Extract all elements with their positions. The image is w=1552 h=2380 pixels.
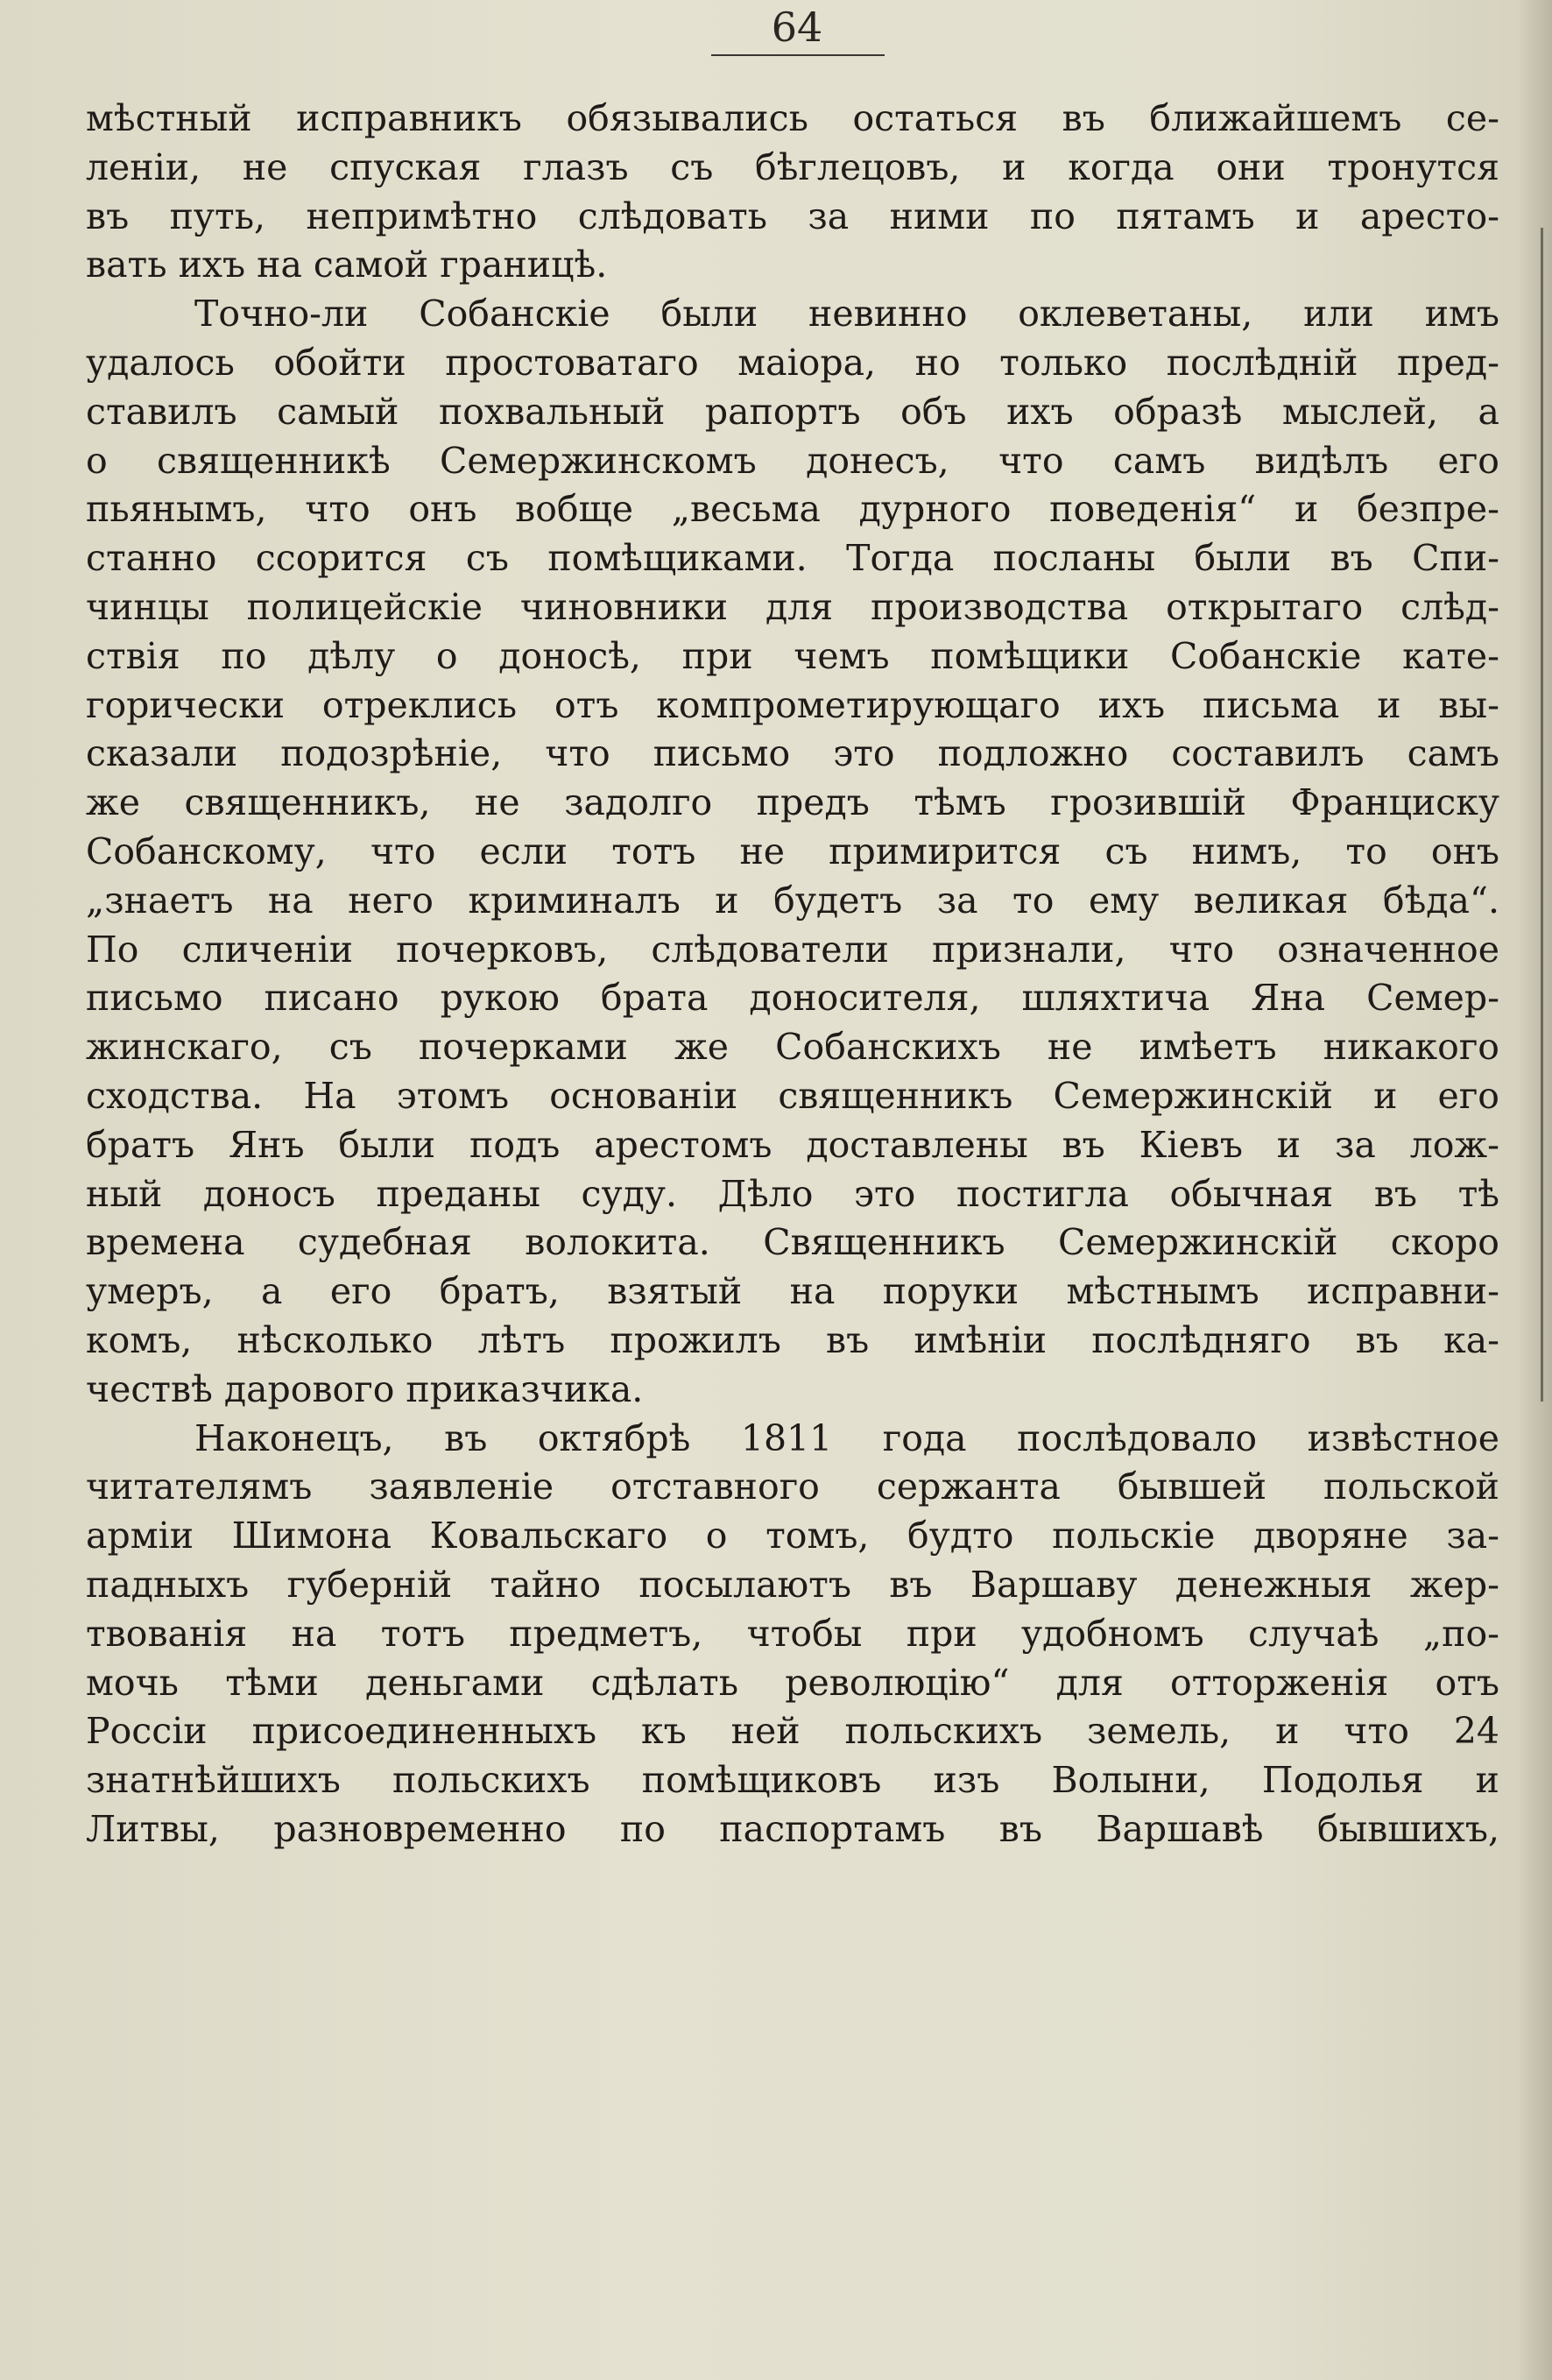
text-line-19: письмо писано рукою брата доносителя, шляхтича Яна Семер- (86, 977, 1499, 1020)
text-line-36: Литвы, разновременно по паспортамъ въ Варшавѣ бывшихъ, (86, 1807, 1499, 1850)
text-line-2: леніи, не спуская глазъ съ бѣглецовъ, и когда они тронутся (86, 145, 1499, 188)
text-line-20: жинскаго, съ почерками же Собанскихъ не имѣетъ никакого (86, 1026, 1499, 1069)
body-text (86, 95, 1499, 1854)
text-line-16: Собанскому, что если тотъ не примирится съ нимъ, то онъ (86, 830, 1499, 872)
text-line-8: о священникѣ Семержинскомъ донесъ, что самъ видѣлъ его (86, 439, 1499, 482)
text-line-1: мѣстный исправникъ обязывались остаться въ ближайшемъ се- (86, 97, 1499, 139)
text-line-9: пьянымъ, что онъ вобще „весьма дурного поведенія“ и безпре- (86, 488, 1499, 531)
text-line-30: арміи Шимона Ковальскаго о томъ, будто польскіе дворяне за- (86, 1515, 1499, 1557)
text-line-4: вать ихъ на самой границѣ. (86, 244, 608, 286)
text-line-15: же священникъ, не задолго предъ тѣмъ грозившій Франциску (86, 781, 1499, 824)
text-line-7: ставилъ самый похвальный рапортъ объ ихъ образѣ мыслей, а (86, 390, 1499, 433)
text-line-21: сходства. На этомъ основаніи священникъ Семержинскій и его (86, 1074, 1499, 1117)
text-line-14: сказали подозрѣніе, что письмо это подложно составилъ самъ (86, 732, 1499, 775)
text-line-10: станно ссорится съ помѣщиками. Тогда посланы были въ Спи- (86, 537, 1499, 580)
text-line-11: чинцы полицейскіе чиновники для производства открытаго слѣд- (86, 585, 1499, 628)
text-line-18: По сличеніи почерковъ, слѣдователи признали, что означенное (86, 928, 1499, 971)
text-line-35: знатнѣйшихъ польскихъ помѣщиковъ изъ Волыни, Подолья и (86, 1759, 1499, 1802)
text-line-27: чествѣ дарового приказчика. (86, 1367, 644, 1410)
text-line-12: ствія по дѣлу о доносѣ, при чемъ помѣщики Собанскіе кате- (86, 634, 1499, 677)
text-line-34: Россіи присоединенныхъ къ ней польскихъ земель, и что 24 (86, 1710, 1499, 1753)
text-line-26: комъ, нѣсколько лѣтъ прожилъ въ имѣніи послѣдняго въ ка- (86, 1318, 1499, 1361)
text-line-23: ный доносъ преданы суду. Дѣло это постигла обычная въ тѣ (86, 1172, 1499, 1215)
text-line-25: умеръ, а его братъ, взятый на поруки мѣстнымъ исправни- (86, 1270, 1499, 1313)
text-line-17: „знаетъ на него криминалъ и будетъ за то ему великая бѣда“. (86, 879, 1499, 922)
page-edge-shadow (1517, 0, 1552, 2380)
text-line-32: твованія на тотъ предметъ, чтобы при удобномъ случаѣ „по- (86, 1612, 1499, 1655)
text-line-28: Наконецъ, въ октябрѣ 1811 года послѣдовало извѣстное (194, 1416, 1499, 1459)
text-line-29: читателямъ заявленіе отставного сержанта бывшей польской (86, 1465, 1499, 1508)
text-line-24: времена судебная волокита. Священникъ Семержинскій скоро (86, 1221, 1499, 1264)
text-line-6: удалось обойти простоватаго маіора, но только послѣдній пред- (86, 341, 1499, 384)
text-line-22: братъ Янъ были подъ арестомъ доставлены въ Кіевъ и за лож- (86, 1123, 1499, 1166)
text-line-3: въ путь, непримѣтно слѣдовать за ними по пятамъ и аресто- (86, 194, 1499, 237)
text-line-31: падныхъ губерній тайно посылаютъ въ Варшаву денежныя жер- (86, 1563, 1499, 1606)
text-line-13: горически отреклись отъ компрометирующаго ихъ письма и вы- (86, 683, 1499, 726)
text-line-5: Точно-ли Собанскіе были невинно оклеветаны, или имъ (194, 293, 1499, 335)
text-line-33: мочь тѣми деньгами сдѣлать революцію“ для отторженія отъ (86, 1661, 1499, 1704)
page-number-rule (711, 54, 885, 56)
page-number: 64 (771, 4, 823, 51)
page-edge-line (1541, 228, 1543, 1402)
